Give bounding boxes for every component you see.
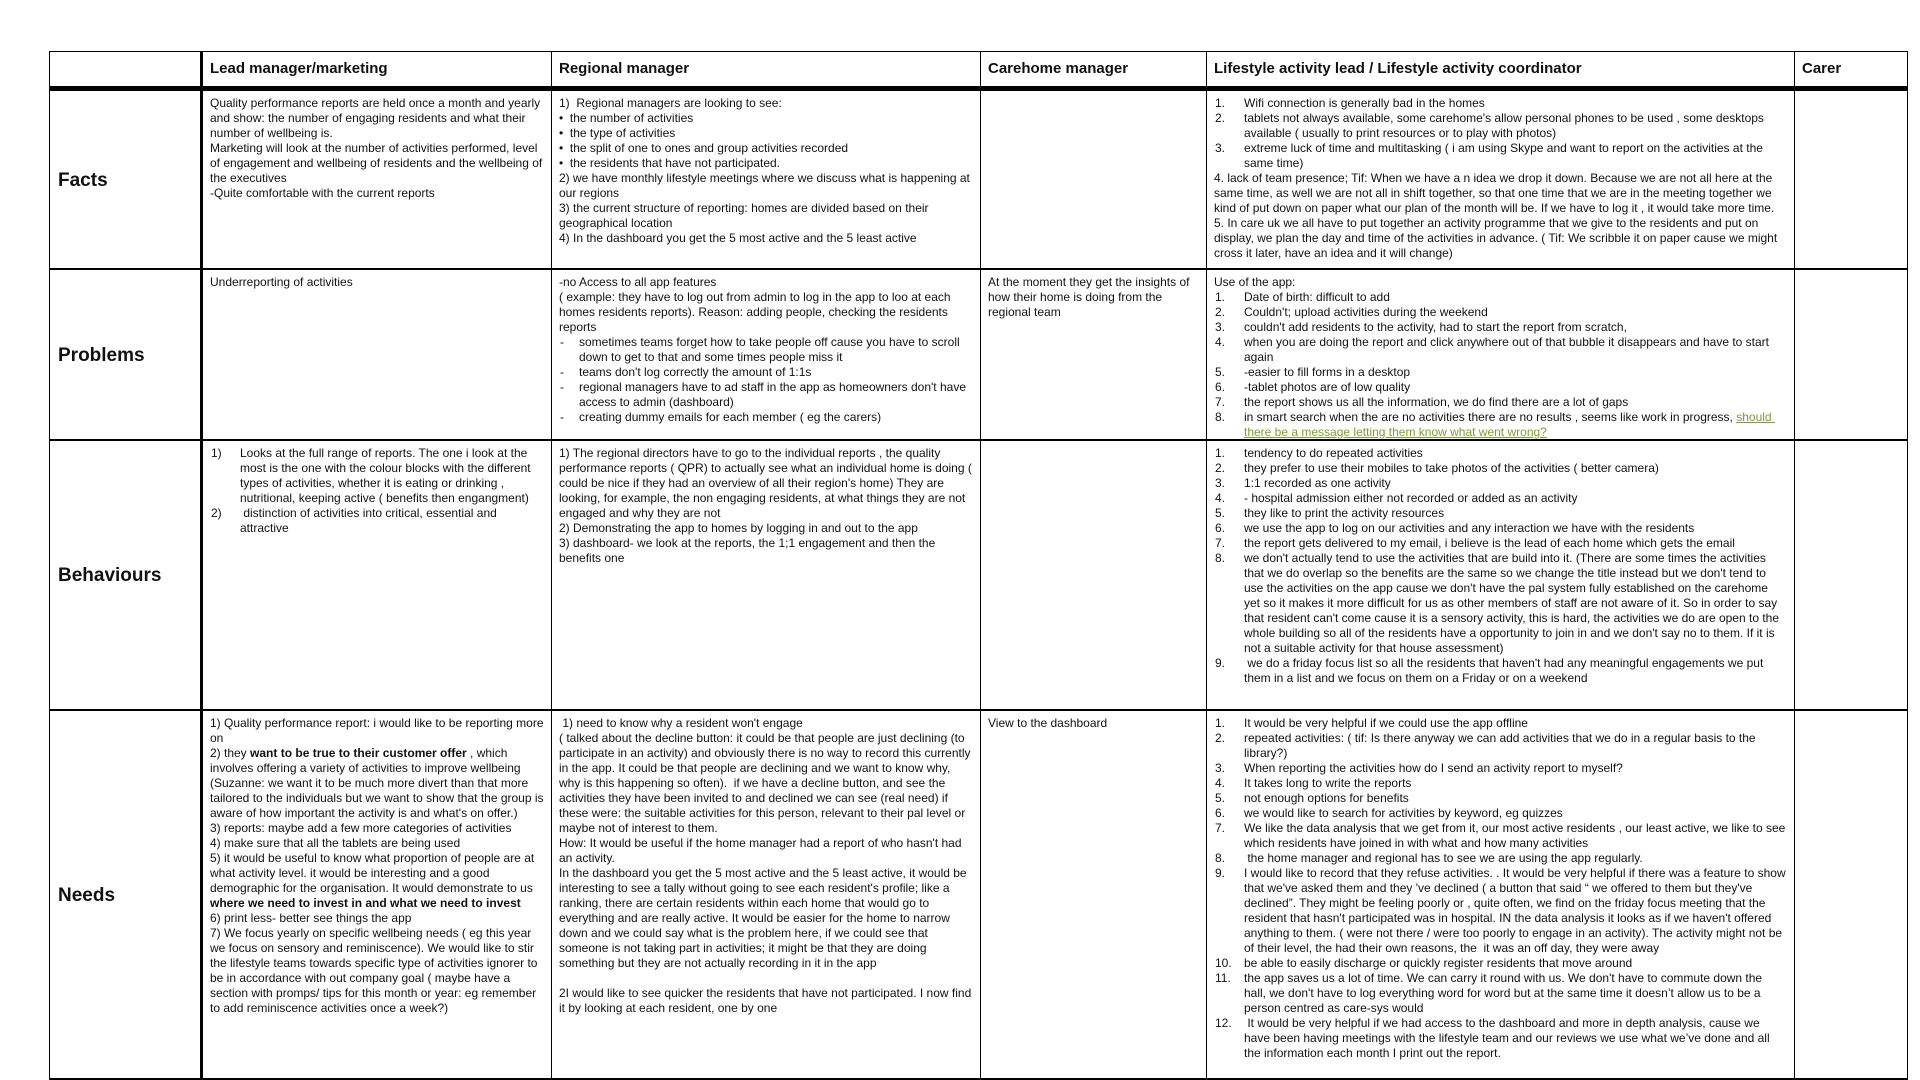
list-marker: 4. — [1215, 491, 1226, 505]
cell-problems-lifestyle — [1207, 268, 1795, 439]
text-block — [559, 111, 973, 126]
text-segment: - hospital admission either not recorded or added as an activity — [1244, 491, 1578, 505]
text-segment: tendency to do repeated activities — [1244, 446, 1423, 460]
text-segment: Looks at the full range of reports. The one i look at the most is the one with the colour blocks with the different types of activities, whether it is eating or drinking , nutritional, keeping active ( benefits then engangment) — [240, 446, 534, 505]
text-segment: distinction of activities into critical, essential and attractive — [240, 506, 501, 535]
text-block — [210, 275, 544, 290]
text-segment: 1) The regional directors have to go to the individual reports , the quality performance reports ( QPR) to actually see what an individual home is doing ( could be nice if they had an overview of all their region's home) They are looking, for example, the non engaging residents, at what things they are not engaged and why they are not — [559, 446, 976, 520]
text-segment: It takes long to write the reports — [1244, 776, 1412, 790]
text-block — [1214, 656, 1787, 686]
text-block — [559, 96, 973, 111]
text-block — [1214, 111, 1787, 141]
text-segment: want to be true to their customer offer — [250, 746, 467, 760]
text-segment: Couldn't; upload activities during the weekend — [1244, 305, 1488, 319]
text-block — [1214, 305, 1787, 320]
cell-facts-lead — [203, 89, 552, 268]
text-block — [210, 911, 544, 926]
text-block — [559, 171, 973, 201]
text-segment: -no Access to all app features — [559, 275, 717, 289]
cell-behaviours-regional — [552, 439, 981, 709]
text-block — [559, 536, 973, 566]
text-block — [1214, 476, 1787, 491]
list-marker: 4. — [1215, 335, 1226, 349]
text-segment: In the dashboard you get the 5 most active and the 5 least active, it would be interesting to see a tally without going to see each resident's profile; like a ranking, there are certain residents within each home that would go to everything and are really active. It would be easier for the home to narrow down and we could say what is the problem here, if we could see that someone is not taking part in activities; it might be that they are doing something but they are not actually recording in it in the app — [559, 866, 970, 970]
cell-behaviours-lifestyle — [1207, 439, 1795, 709]
list-marker: 5. — [1215, 791, 1226, 805]
list-marker: 5. — [1215, 365, 1226, 379]
text-segment: creating dummy emails for each member ( eg the carers) — [579, 410, 882, 424]
text-segment: How: It would be useful if the home manager had a report of who hasn't had an activity. — [559, 836, 965, 865]
text-block — [1214, 491, 1787, 506]
text-block — [1214, 806, 1787, 821]
list-marker: 3. — [1215, 320, 1226, 334]
text-block — [559, 836, 973, 866]
text-block — [210, 716, 547, 746]
text-segment: Marketing will look at the number of activities performed, level of engagement and wellbeing of residents and the wellbeing of the executives — [210, 141, 546, 185]
text-segment: Underreporting of activities — [210, 275, 353, 289]
text-segment: they like to print the activity resources — [1244, 506, 1445, 520]
row-label-needs: Needs — [50, 709, 203, 1078]
text-segment: 7) We focus yearly on specific wellbeing needs ( eg this year we focus on sensory and reminiscence). We would like to stir the lifestyle teams towards specific type of activities ignorer to be in accordance with out company goal ( maybe have a section with promps/ tips for this month or year: eg remember to add reminiscence activities once a week?) — [210, 926, 541, 1015]
text-block — [1214, 216, 1787, 261]
text-segment: When reporting the activities how do I send an activity report to myself? — [1244, 761, 1623, 775]
column-header-lead-manager-marketing: Lead manager/marketing — [203, 52, 552, 89]
text-block — [1214, 731, 1787, 761]
text-segment: View to the dashboard — [988, 716, 1108, 730]
cell-problems-carer — [1795, 268, 1907, 439]
text-block — [559, 986, 973, 1016]
text-block — [1214, 446, 1787, 461]
open-question-link[interactable]: should there be a message letting them know what went wrong? — [1244, 410, 1775, 439]
row-label-facts: Facts — [50, 89, 203, 268]
text-segment: the home manager and regional has to see we are using the app regularly. — [1244, 851, 1643, 865]
text-segment: 4) In the dashboard you get the 5 most active and the 5 least active — [559, 231, 917, 245]
column-header-carer: Carer — [1795, 52, 1907, 89]
text-block — [1214, 96, 1787, 111]
list-marker: 9. — [1215, 866, 1226, 880]
text-segment: we would like to search for activities by keyword, eg quizzes — [1244, 806, 1563, 820]
text-block — [988, 716, 1199, 731]
text-segment: we do a friday focus list so all the residents that haven't had any meaningful engagements we put them in a list and we focus on them on a Friday or on a weekend — [1244, 656, 1767, 685]
cell-facts-carehome — [981, 89, 1207, 268]
text-segment: teams don't log correctly the amount of 1:1s — [579, 365, 812, 379]
list-marker: 3. — [1215, 761, 1226, 775]
cell-needs-carer — [1795, 709, 1907, 1078]
text-block — [210, 141, 544, 186]
cell-behaviours-carehome — [981, 439, 1207, 709]
text-block — [559, 380, 973, 410]
text-segment: Date of birth: difficult to add — [1244, 290, 1390, 304]
text-block — [559, 231, 973, 246]
list-marker: 7. — [1215, 536, 1226, 550]
list-marker: - — [560, 365, 564, 379]
list-marker: 8. — [1215, 851, 1226, 865]
list-marker: 4. — [1215, 776, 1226, 790]
list-marker: 12. — [1215, 1016, 1232, 1030]
text-segment: Quality performance reports are held once a month and yearly and show: the number of engaging residents and what their number of wellbeing is. — [210, 96, 544, 140]
text-block — [1214, 551, 1787, 656]
text-block — [1214, 410, 1787, 439]
cell-needs-carehome — [981, 709, 1207, 1078]
text-segment: regional managers have to ad staff in the app as homeowners don't have access to admin (dashboard) — [579, 380, 970, 409]
cell-problems-regional — [552, 268, 981, 439]
list-marker: 6. — [1215, 806, 1226, 820]
row-label-problems: Problems — [50, 268, 203, 439]
cell-facts-lifestyle — [1207, 89, 1795, 268]
list-marker: 6. — [1215, 521, 1226, 535]
text-segment: in smart search when the are no activities there are no results , seems like work in progress, — [1244, 410, 1737, 424]
text-segment: • the number of activities — [559, 111, 694, 125]
text-block — [559, 156, 973, 171]
text-block — [210, 96, 544, 141]
text-block — [210, 506, 544, 536]
text-block — [1214, 821, 1787, 851]
text-segment: we use the app to log on our activities and any interaction we have with the residents — [1244, 521, 1695, 535]
text-block — [1214, 461, 1787, 476]
text-block — [1214, 776, 1787, 791]
text-segment: 5. In care uk we all have to put together an activity programme that we give to the residents and put on display, we plan the day and time of the activities in advance. ( Tif: We scribble it on paper cause we might cross it later, have an idea and it will change) — [1214, 216, 1781, 260]
list-marker: 2) — [211, 506, 222, 520]
text-segment: the report shows us all the information, we do find there are a lot of gaps — [1244, 395, 1629, 409]
text-segment: we don't actually tend to use the activities that are build into it. (There are some times the activities that we do overlap so the benefits are the same so we change the title instead but we don't tend to use the activities on the app cause we don't have the pal system fully established on the carehome yet so it makes it more difficult for us as other members of staff are not aware of it. So in order to say that resident can't come cause it is a sensory activity, this is hard, the activities we do are open to the whole building so all of the residents have a opportunity to join in and we don't say no to them. If it is not a suitable activity for that house assessment) — [1244, 551, 1783, 655]
text-block — [210, 836, 544, 851]
text-segment: At the moment they get the insights of how their home is doing from the regional team — [988, 275, 1193, 319]
text-segment: 4) make sure that all the tablets are being used — [210, 836, 461, 850]
text-block — [559, 365, 973, 380]
text-block — [1214, 395, 1787, 410]
text-segment: 3) reports: maybe add a few more categories of activities — [210, 821, 512, 835]
cell-needs-lifestyle — [1207, 709, 1795, 1078]
list-marker: 2. — [1215, 461, 1226, 475]
cell-facts-regional — [552, 89, 981, 268]
text-block — [210, 926, 544, 1016]
list-marker: 5. — [1215, 506, 1226, 520]
text-block — [559, 971, 973, 986]
text-block — [1214, 1016, 1787, 1061]
text-block — [559, 446, 976, 521]
text-segment: repeated activities: ( tif: Is there anyway we can add activities that we do in a regular basis to the library?) — [1244, 731, 1759, 760]
list-marker: 8. — [1215, 551, 1226, 565]
text-block — [1214, 521, 1787, 536]
text-segment: 5) it would be useful to know what proportion of people are at what activity level. it would be interesting and a good demographic for the organisation. It would demonstrate to us — [210, 851, 538, 895]
text-segment: , which involves offering a variety of activities to improve wellbeing (Suzanne: we want it to be much more divert than that more tailored to the individuals but we want to show that the group is aware of how important the activity is and what's on offer.) — [210, 746, 547, 820]
text-segment: Use of the app: — [1214, 275, 1296, 289]
list-marker: - — [560, 380, 564, 394]
text-segment: 6) print less- better see things the app — [210, 911, 412, 925]
text-segment: 2I would like to see quicker the residents that have not participated. I now find it by looking at each resident, one by one — [559, 986, 975, 1015]
text-segment: 1) Quality performance report: i would like to be reporting more on — [210, 716, 547, 745]
text-segment: • the split of one to ones and group activities recorded — [559, 141, 849, 155]
text-block — [559, 126, 973, 141]
text-block — [1214, 506, 1787, 521]
text-segment: couldn't add residents to the activity, had to start the report from scratch, — [1244, 320, 1627, 334]
list-marker: 11. — [1215, 971, 1231, 985]
text-segment: • the type of activities — [559, 126, 676, 140]
column-header-carehome-manager: Carehome manager — [981, 52, 1207, 89]
list-marker: 3. — [1215, 476, 1226, 490]
text-block — [1214, 290, 1787, 305]
text-block — [559, 201, 973, 231]
text-block — [559, 731, 973, 836]
text-block — [1214, 761, 1787, 776]
text-segment: 1) need to know why a resident won't engage — [559, 716, 803, 730]
text-segment: the report gets delivered to my email, i believe is the lead of each home which gets the email — [1244, 536, 1735, 550]
list-marker: - — [560, 410, 564, 424]
list-marker: 1. — [1215, 716, 1226, 730]
cell-needs-lead — [203, 709, 552, 1078]
text-segment: ( talked about the decline button: it could be that people are just declining (to participate in an activity) and obviously there is no way to record this currently in the app. It could be that people are declining and we want to know why, why is this happening so often). if we have a decline button, and see the activities they have been invited to and declined we can see (real need) if these were: the suitable activities for this person, relevant to their pal level or maybe not of interest to them. — [559, 731, 974, 835]
text-segment: where we need to invest in and what we need to invest — [210, 896, 521, 910]
text-block — [1214, 320, 1787, 335]
text-block — [1214, 141, 1787, 171]
text-block — [1214, 956, 1787, 971]
row-label-behaviours: Behaviours — [50, 439, 203, 709]
text-segment: they prefer to use their mobiles to take photos of the activities ( better camera) — [1244, 461, 1659, 475]
text-segment: 1) Regional managers are looking to see: — [559, 96, 782, 110]
text-block — [210, 186, 544, 201]
list-marker: 7. — [1215, 821, 1226, 835]
text-segment: Wifi connection is generally bad in the homes — [1244, 96, 1485, 110]
text-segment: 3) the current structure of reporting: homes are divided based on their geographical location — [559, 201, 932, 230]
list-marker: 10. — [1215, 956, 1232, 970]
text-segment: extreme luck of time and multitasking ( i am using Skype and want to report on the activities at the same time) — [1244, 141, 1767, 170]
text-segment: the app saves us a lot of time. We can carry it round with us. We don't have to commute down the hall, we don't have to log everything word for word but at the same time it doesn’t allow us to be a person centred as care-sys would — [1244, 971, 1766, 1015]
text-segment: -easier to fill forms in a desktop — [1244, 365, 1411, 379]
text-block — [559, 275, 973, 290]
text-block — [210, 446, 544, 506]
text-block — [1214, 971, 1787, 1016]
text-block — [1214, 335, 1787, 365]
text-block — [1214, 275, 1787, 290]
list-marker: 3. — [1215, 141, 1226, 155]
text-block — [1214, 365, 1787, 380]
cell-problems-lead — [203, 268, 552, 439]
cell-needs-regional — [552, 709, 981, 1078]
text-block — [559, 290, 973, 335]
text-block — [210, 746, 547, 821]
text-block — [559, 716, 973, 731]
text-block — [1214, 536, 1787, 551]
text-block — [559, 335, 973, 365]
text-segment: 3) dashboard- we look at the reports, the 1;1 engagement and then the benefits one — [559, 536, 939, 565]
text-segment: be able to easily discharge or quickly register residents that move around — [1244, 956, 1633, 970]
cell-behaviours-carer — [1795, 439, 1907, 709]
text-segment: 2) Demonstrating the app to homes by logging in and out to the app — [559, 521, 918, 535]
text-segment: • the residents that have not participated. — [559, 156, 781, 170]
list-marker: 1) — [211, 446, 222, 460]
list-marker: 7. — [1215, 395, 1226, 409]
text-block — [210, 851, 544, 911]
text-block — [1214, 851, 1787, 866]
text-segment: when you are doing the report and click anywhere out of that bubble it disappears and have to start again — [1244, 335, 1773, 364]
text-segment: tablets not always available, some carehome's allow personal phones to be used , some desktops available ( usually to print resources or to play with photos) — [1244, 111, 1768, 140]
text-segment: ( example: they have to log out from admin to log in the app to loo at each homes residents reports). Reason: adding people, checking the residents reports — [559, 290, 954, 334]
text-block — [1214, 171, 1787, 216]
list-marker: 2. — [1215, 731, 1226, 745]
text-block — [210, 821, 544, 836]
column-header-lifestyle-activity-lead: Lifestyle activity lead / Lifestyle activity coordinator — [1207, 52, 1795, 89]
text-segment: 2) they — [210, 746, 251, 760]
text-block — [559, 141, 973, 156]
cell-behaviours-lead — [203, 439, 552, 709]
list-marker: - — [560, 335, 564, 349]
text-block — [559, 866, 973, 971]
list-marker: 9. — [1215, 656, 1226, 670]
text-block — [559, 410, 973, 425]
text-segment: -tablet photos are of low quality — [1244, 380, 1411, 394]
list-marker: 2. — [1215, 111, 1226, 125]
text-segment: -Quite comfortable with the current reports — [210, 186, 435, 200]
text-segment: 1:1 recorded as one activity — [1244, 476, 1391, 490]
list-marker: 8. — [1215, 410, 1226, 424]
text-block — [1214, 380, 1787, 395]
list-marker: 2. — [1215, 305, 1226, 319]
text-segment: It would be very helpful if we had access to the dashboard and more in depth analysis, cause we have been having meetings with the lifestyle team and our reviews we use what we’ve done and all the information each month I print out the report. — [1244, 1016, 1773, 1060]
list-marker: 1. — [1215, 446, 1226, 460]
list-marker: 1. — [1215, 290, 1226, 304]
corner-header-cell — [50, 52, 203, 89]
text-block — [1214, 791, 1787, 806]
text-block — [988, 275, 1199, 320]
list-marker: 1. — [1215, 96, 1226, 110]
column-header-regional-manager: Regional manager — [552, 52, 981, 89]
text-segment: sometimes teams forget how to take people off cause you have to scroll down to get to that and some times people miss it — [579, 335, 963, 364]
text-segment: We like the data analysis that we get from it, our most active residents , our least active, we like to see which residents have joined in with what and how many activities — [1244, 821, 1789, 850]
text-segment: 4. lack of team presence; Tif: When we have a n idea we drop it down. Because we are not all here at the same time, as well we are not all in shift together, so that one time that we are in the meeting together we kind of put down on paper what our plan of the month will be. If we have to log it , it would take more time. — [1214, 171, 1776, 215]
cell-problems-carehome — [981, 268, 1207, 439]
research-matrix-table — [49, 51, 1908, 1080]
text-block — [1214, 716, 1787, 731]
text-segment: not enough options for benefits — [1244, 791, 1409, 805]
list-marker: 6. — [1215, 380, 1226, 394]
cell-facts-carer — [1795, 89, 1907, 268]
text-segment: It would be very helpful if we could use the app offline — [1244, 716, 1528, 730]
text-block — [559, 521, 973, 536]
text-segment: 2) we have monthly lifestyle meetings where we discuss what is happening at our regions — [559, 171, 974, 200]
text-segment: I would like to record that they refuse activities. . It would be very helpful if there was a feature to show that we've asked them and they 've declined ( a button that said “ we offered to them but they've declined”. They might be feeling poorly or , quite often, we find on the friday focus meeting that the resident that hasn't participated was in hospital. IN the data analysis it looks as if we haven't offered anything to them. ( were not there / were too poorly to engage in an activity). The activity might not be of their level, the had their own reasons, the it was an off day, they were away — [1244, 866, 1789, 955]
text-block — [1214, 866, 1787, 956]
